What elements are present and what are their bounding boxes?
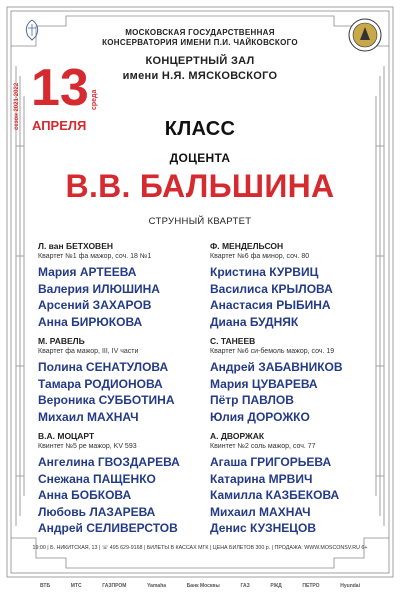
header-line-2: КОНСЕРВАТОРИЯ ИМЕНИ П.И. ЧАЙКОВСКОГО bbox=[102, 38, 298, 47]
performer: Юлия ДОРОЖКО bbox=[210, 409, 310, 424]
program-block-6 bbox=[210, 431, 375, 537]
sponsor-logo: ПЕТРО bbox=[302, 583, 320, 589]
performer: Катарина МРВИЧ bbox=[210, 471, 313, 486]
performer: Мария ЦУВАРЕВА bbox=[210, 376, 318, 391]
performer: Диана БУДНЯК bbox=[210, 314, 299, 329]
program-block-5 bbox=[38, 431, 203, 537]
work-title: Квартет №6 си-бемоль мажор, соч. 19 bbox=[210, 348, 335, 355]
composer-name: М. РАВЕЛЬ bbox=[38, 336, 85, 346]
performer: Вероника СУББОТИНА bbox=[38, 393, 175, 407]
performer: Любовь ЛАЗАРЕВА bbox=[38, 504, 156, 519]
performer: Мария АРТЕЕВА bbox=[38, 265, 137, 279]
work-title: Квинтет №2 соль мажор, соч. 77 bbox=[210, 443, 316, 450]
hall-name-1: КОНЦЕРТНЫЙ ЗАЛ bbox=[145, 55, 255, 67]
sponsor-logo: ГАЗ bbox=[240, 583, 250, 589]
composer-name: В.А. МОЦАРТ bbox=[38, 431, 95, 441]
footer-info: 19:00 | Б. НИКИТСКАЯ, 13 | ☏ 495 629-9168 | БИЛЕТЫ В КАССАХ МГК | ЦЕНА БИЛЕТОВ 300 р. | ПРОДАЖА: WWW.MOSCONSV.RU 6+ bbox=[32, 545, 368, 551]
composer-name: С. ТАНЕЕВ bbox=[210, 336, 256, 346]
sponsor-logo: МТС bbox=[70, 583, 82, 589]
work-title: Квартет фа мажор, III, IV части bbox=[38, 348, 139, 355]
date-month: АПРЕЛЯ bbox=[32, 118, 87, 133]
performer: Валерия ИЛЮШИНА bbox=[38, 281, 160, 296]
performer: Анастасия РЫБИНА bbox=[210, 298, 331, 312]
title-name: В.В. БАЛЬШИНА bbox=[65, 168, 335, 204]
performer: Михаил МАХНАЧ bbox=[38, 409, 139, 424]
sponsor-logo: ГАЗПРОМ bbox=[102, 583, 127, 589]
date-weekday: среда bbox=[91, 89, 98, 110]
program-block-3 bbox=[38, 336, 203, 425]
program-block-2 bbox=[210, 241, 375, 330]
performer: Камилла КАЗБЕКОВА bbox=[210, 488, 340, 502]
performer: Пётр ПАВЛОВ bbox=[210, 393, 294, 407]
performer: Андрей ЗАБАВНИКОВ bbox=[210, 360, 343, 374]
performer: Василиса КРЫЛОВА bbox=[210, 281, 333, 296]
title-subtitle: СТРУННЫЙ КВАРТЕТ bbox=[148, 216, 252, 227]
composer-name: Л. ван БЕТХОВЕН bbox=[38, 241, 114, 251]
performer: Андрей СЕЛИВЕРСТОВ bbox=[38, 521, 178, 535]
hall-name-2: имени Н.Я. МЯСКОВСКОГО bbox=[122, 70, 278, 82]
header-line-1: МОСКОВСКАЯ ГОСУДАРСТВЕННАЯ bbox=[125, 28, 275, 37]
sponsor-logo: ВТБ bbox=[40, 583, 51, 589]
composer-name: А. ДВОРЖАК bbox=[210, 431, 265, 441]
performer: Михаил МАХНАЧ bbox=[210, 504, 311, 519]
performer: Денис КУЗНЕЦОВ bbox=[210, 521, 317, 535]
date-day: 13 bbox=[31, 59, 89, 117]
performer: Снежана ПАЩЕНКО bbox=[38, 471, 156, 486]
composer-name: Ф. МЕНДЕЛЬСОН bbox=[210, 241, 284, 251]
performer: Арсений ЗАХАРОВ bbox=[38, 298, 152, 312]
season-label: сезон 2021-2022 bbox=[14, 82, 20, 130]
performer: Тамара РОДИОНОВА bbox=[38, 376, 163, 391]
performer: Анна БОБКОВА bbox=[38, 488, 132, 502]
performer: Кристина КУРВИЦ bbox=[210, 265, 319, 279]
program-block-1 bbox=[38, 241, 203, 330]
performer: Ангелина ГВОЗДАРЕВА bbox=[38, 455, 180, 469]
work-title: Квартет №1 фа мажор, соч. 18 №1 bbox=[38, 253, 152, 260]
performer: Анна БИРЮКОВА bbox=[38, 314, 143, 329]
sponsor-logo: Yamaha bbox=[147, 583, 167, 589]
performer: Агаша ГРИГОРЬЕВА bbox=[210, 455, 332, 469]
work-title: Квинтет №5 ре мажор, KV 593 bbox=[38, 443, 137, 450]
work-title: Квартет №6 фа минор, соч. 80 bbox=[210, 253, 310, 260]
sponsor-logo: Банк Москвы bbox=[186, 583, 220, 589]
program-block-4 bbox=[210, 336, 375, 425]
title-docent: ДОЦЕНТА bbox=[169, 151, 231, 165]
sponsor-logo: РЖД bbox=[270, 583, 282, 589]
sponsor-logo: Hyundai bbox=[340, 583, 360, 589]
sponsor-strip bbox=[40, 583, 360, 589]
performer: Полина СЕНАТУЛОВА bbox=[38, 360, 169, 374]
title-class: КЛАСС bbox=[164, 118, 236, 140]
